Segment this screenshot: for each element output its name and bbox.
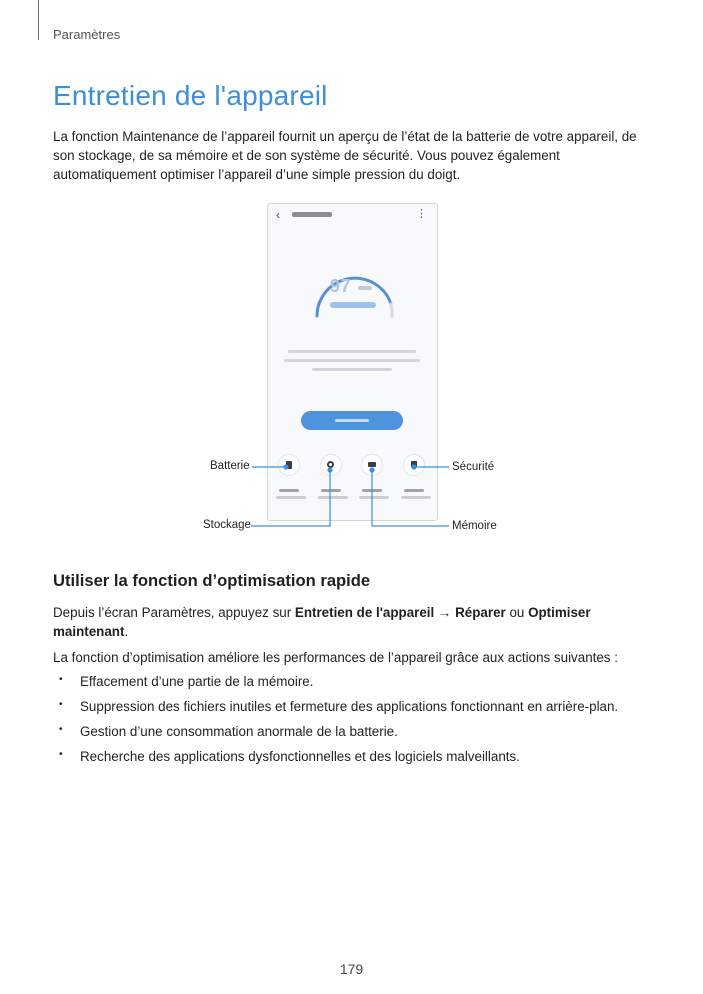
phone-score: 97 xyxy=(330,276,352,296)
callout-security: Sécurité xyxy=(452,461,495,473)
action-repair: Réparer xyxy=(455,605,506,620)
step-paragraph: Depuis l’écran Paramètres, appuyez sur Entretien de l'appareil → Réparer ou Optimiser maintenant. xyxy=(53,605,591,639)
list-item: • Effacement d’une partie de la mémoire. xyxy=(53,672,673,697)
bullet-list xyxy=(53,672,673,772)
callout-memory: Mémoire xyxy=(452,520,497,532)
page-title: Entretien de l'appareil xyxy=(53,80,328,111)
list-item: • Suppression des fichiers inutiles et fermeture des applications fonctionnant en arrière-plan. xyxy=(53,697,673,722)
callout-storage: Stockage xyxy=(203,519,251,531)
lead-paragraph: La fonction d’optimisation améliore les performances de l’appareil grâce aux actions suivantes : xyxy=(53,650,618,665)
back-arrow-icon: ‹ xyxy=(276,208,280,222)
intro-paragraph: La fonction Maintenance de l’appareil fournit un aperçu de l’état de la batterie de votre appareil, de son stockage, de sa mémoire et de son système de sécurité. Vous pouvez également automatiquement optimiser l’appareil d’une simple pression du doigt. xyxy=(53,129,637,182)
running-header: Paramètres xyxy=(53,27,121,42)
more-options-icon: ⋮ xyxy=(416,208,427,220)
list-item: • Gestion d’une consommation anormale de la batterie. xyxy=(53,722,673,747)
page-number: 179 xyxy=(339,961,364,977)
menu-item-device-care: Entretien de l'appareil xyxy=(294,605,435,620)
section-heading: Utiliser la fonction d’optimisation rapide xyxy=(53,571,371,590)
list-item: • Recherche des applications dysfonctionnelles et des logiciels malveillants. xyxy=(53,747,673,772)
action-optimize-now: Optimiser maintenant xyxy=(53,605,591,639)
callout-battery: Batterie xyxy=(210,460,250,472)
